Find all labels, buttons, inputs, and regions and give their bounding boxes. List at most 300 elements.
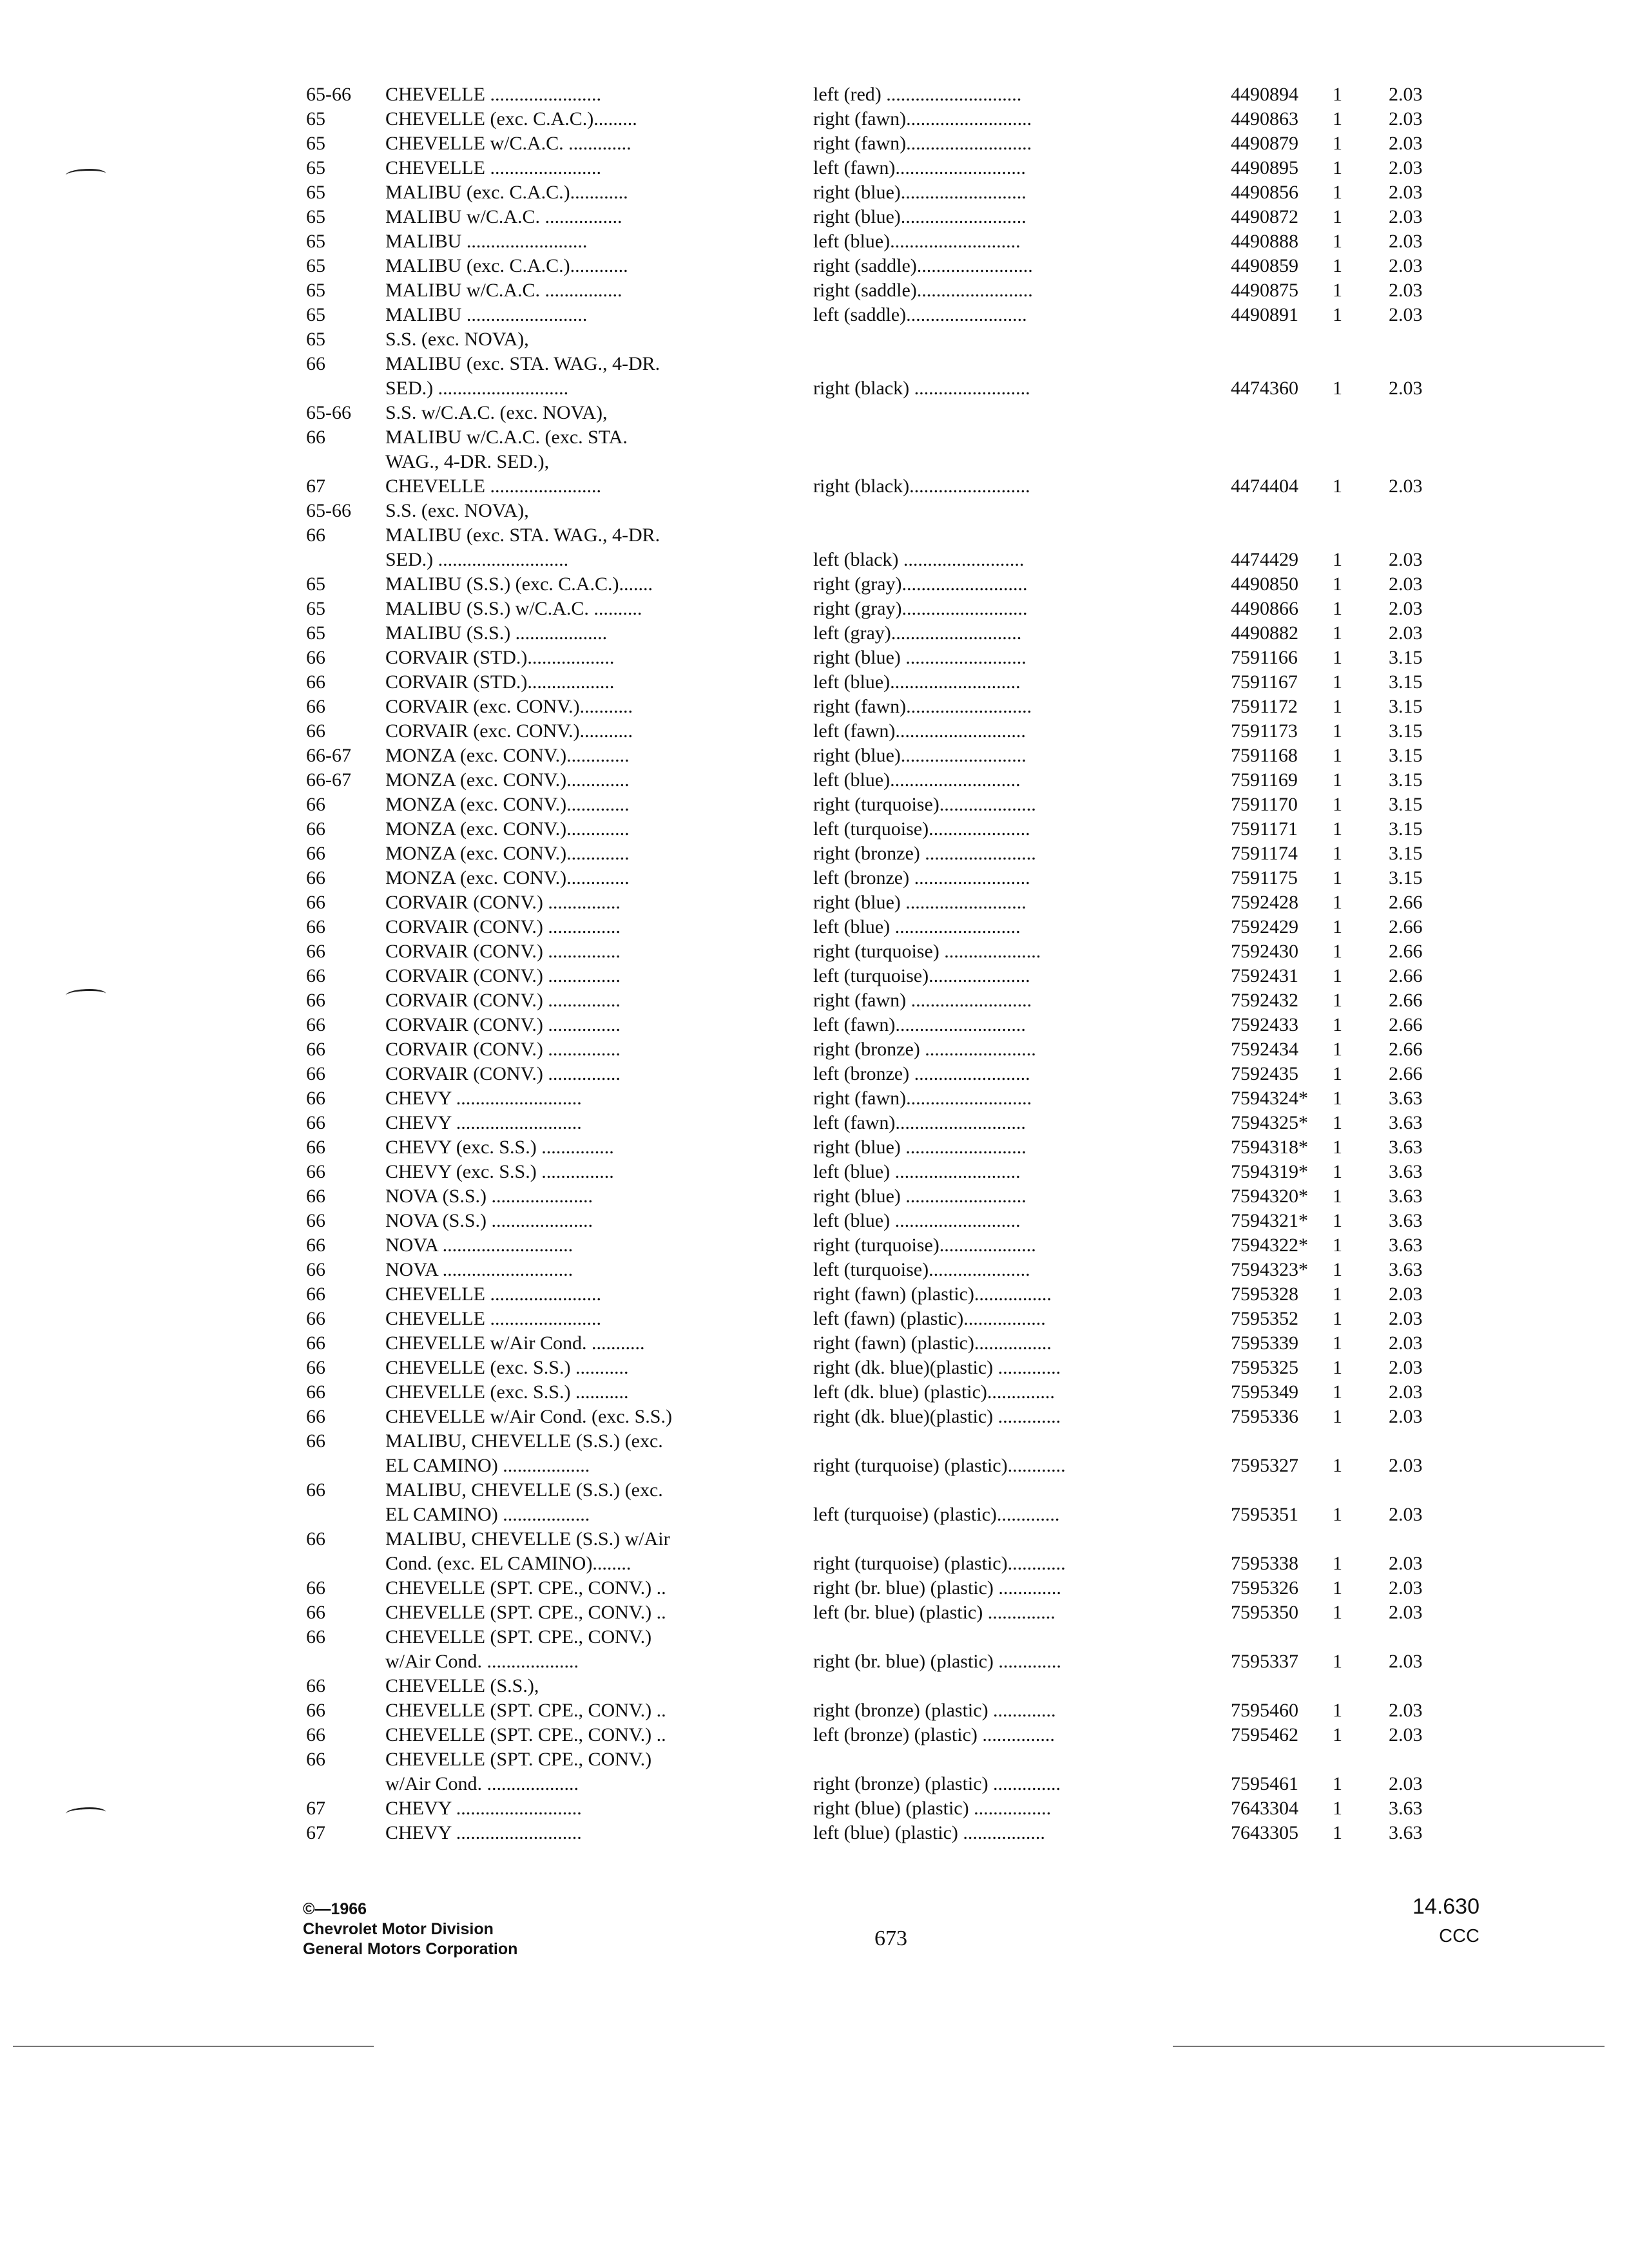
row-year: 67 [306, 1798, 325, 1819]
row-year: 65-66 [306, 84, 351, 105]
table-row [0, 303, 1629, 327]
row-price: 3.63 [1389, 1798, 1423, 1819]
row-year: 66 [306, 1112, 325, 1133]
row-quantity: 1 [1333, 1651, 1342, 1672]
row-part-number: 7643304 [1231, 1798, 1298, 1819]
row-year: 66 [306, 1039, 325, 1060]
table-row [0, 1503, 1629, 1527]
table-row [0, 572, 1629, 597]
row-year: 66 [306, 1626, 325, 1648]
row-price: 3.63 [1389, 1088, 1423, 1109]
row-description: left (red) ............................ [813, 84, 1022, 105]
row-quantity: 1 [1333, 1357, 1342, 1378]
row-model: S.S. w/C.A.C. (exc. NOVA), [385, 402, 608, 423]
row-year: 66 [306, 1088, 325, 1109]
row-price: 2.66 [1389, 1063, 1423, 1084]
row-model: Cond. (exc. EL CAMINO)........ [385, 1553, 631, 1574]
table-row [0, 1576, 1629, 1600]
row-part-number: 7595337 [1231, 1651, 1298, 1672]
row-year: 65 [306, 255, 325, 276]
row-year: 66 [306, 794, 325, 815]
table-row [0, 1527, 1629, 1552]
row-year: 65 [306, 598, 325, 619]
table-row [0, 1454, 1629, 1478]
row-year: 65 [306, 133, 325, 154]
table-row [0, 1282, 1629, 1307]
row-part-number: 4490894 [1231, 84, 1298, 105]
corporation-name: General Motors Corporation [303, 1940, 518, 1958]
row-price: 3.15 [1389, 745, 1423, 766]
row-year: 65-66 [306, 500, 351, 521]
row-price: 2.66 [1389, 965, 1423, 986]
row-quantity: 1 [1333, 965, 1342, 986]
row-quantity: 1 [1333, 1137, 1342, 1158]
row-quantity: 1 [1333, 892, 1342, 913]
row-quantity: 1 [1333, 1014, 1342, 1035]
table-row [0, 939, 1629, 964]
row-quantity: 1 [1333, 916, 1342, 937]
row-description: right (blue).......................... [813, 745, 1027, 766]
table-row [0, 1331, 1629, 1356]
row-description: left (blue)........................... [813, 671, 1021, 693]
row-price: 2.03 [1389, 549, 1423, 570]
row-model: CHEVELLE (SPT. CPE., CONV.) [385, 1749, 652, 1770]
row-quantity: 1 [1333, 598, 1342, 619]
row-price: 2.03 [1389, 1283, 1423, 1305]
row-part-number: 4490850 [1231, 573, 1298, 595]
copyright-year: ©—1966 [303, 1900, 367, 1918]
row-model: CHEVY (exc. S.S.) ............... [385, 1137, 614, 1158]
row-description: left (bronze) ........................ [813, 867, 1030, 889]
row-model: MALIBU (exc. C.A.C.)............ [385, 255, 628, 276]
row-price: 2.66 [1389, 990, 1423, 1011]
row-quantity: 1 [1333, 941, 1342, 962]
row-year: 66 [306, 1014, 325, 1035]
row-price: 2.03 [1389, 280, 1423, 301]
row-quantity: 1 [1333, 1063, 1342, 1084]
row-model: CORVAIR (CONV.) ............... [385, 941, 621, 962]
row-price: 2.03 [1389, 573, 1423, 595]
row-price: 3.63 [1389, 1822, 1423, 1843]
row-price: 2.03 [1389, 622, 1423, 644]
row-quantity: 1 [1333, 1259, 1342, 1280]
row-quantity: 1 [1333, 476, 1342, 497]
row-part-number: 7594325* [1231, 1112, 1308, 1133]
table-row [0, 1478, 1629, 1503]
row-description: right (black) ........................ [813, 378, 1030, 399]
row-part-number: 7591173 [1231, 720, 1298, 742]
row-description: right (turquoise) (plastic)............ [813, 1455, 1066, 1476]
table-row [0, 1772, 1629, 1796]
row-description: right (dk. blue)(plastic) ............. [813, 1357, 1061, 1378]
table-row [0, 254, 1629, 278]
row-price: 2.03 [1389, 108, 1423, 130]
row-description: left (fawn) (plastic)................. [813, 1308, 1046, 1329]
row-description: right (blue) ......................... [813, 1186, 1027, 1207]
row-description: left (bronze) (plastic) ............... [813, 1724, 1055, 1745]
row-description: left (blue) .......................... [813, 916, 1021, 937]
row-model: CORVAIR (exc. CONV.)........... [385, 696, 633, 717]
row-quantity: 1 [1333, 206, 1342, 227]
row-model: CHEVELLE ....................... [385, 476, 601, 497]
row-quantity: 1 [1333, 647, 1342, 668]
row-quantity: 1 [1333, 255, 1342, 276]
row-description: right (turquoise) (plastic)............ [813, 1553, 1066, 1574]
table-row [0, 1405, 1629, 1429]
row-price: 2.03 [1389, 182, 1423, 203]
row-part-number: 7592432 [1231, 990, 1298, 1011]
row-year: 66 [306, 1235, 325, 1256]
row-part-number: 7643305 [1231, 1822, 1298, 1843]
table-row [0, 401, 1629, 425]
row-description: right (gray).......................... [813, 573, 1028, 595]
table-row [0, 1135, 1629, 1160]
table-row [0, 425, 1629, 450]
row-quantity: 1 [1333, 157, 1342, 178]
row-model: CHEVELLE ....................... [385, 157, 601, 178]
row-year: 65 [306, 329, 325, 350]
row-description: left (blue) .......................... [813, 1210, 1021, 1231]
row-model: S.S. (exc. NOVA), [385, 500, 529, 521]
row-year: 66 [306, 353, 325, 374]
row-model: CHEVELLE (exc. S.S.) ........... [385, 1381, 629, 1403]
row-price: 3.63 [1389, 1210, 1423, 1231]
row-part-number: 4490866 [1231, 598, 1298, 619]
row-part-number: 4490875 [1231, 280, 1298, 301]
row-price: 2.03 [1389, 378, 1423, 399]
row-model: CORVAIR (CONV.) ............... [385, 1063, 621, 1084]
row-quantity: 1 [1333, 182, 1342, 203]
row-description: right (bronze) ....................... [813, 1039, 1036, 1060]
table-row [0, 915, 1629, 939]
row-quantity: 1 [1333, 1088, 1342, 1109]
row-description: right (gray).......................... [813, 598, 1028, 619]
row-model: CORVAIR (exc. CONV.)........... [385, 720, 633, 742]
row-price: 3.63 [1389, 1161, 1423, 1182]
table-row [0, 1111, 1629, 1135]
table-row [0, 890, 1629, 915]
row-quantity: 1 [1333, 1455, 1342, 1476]
row-year: 66-67 [306, 769, 351, 791]
row-model: MONZA (exc. CONV.)............. [385, 867, 630, 889]
table-row [0, 1086, 1629, 1111]
row-quantity: 1 [1333, 1161, 1342, 1182]
row-year: 66 [306, 818, 325, 840]
row-model: MALIBU (exc. STA. WAG., 4-DR. [385, 524, 660, 546]
row-model: CHEVELLE ....................... [385, 1308, 601, 1329]
row-price: 2.03 [1389, 133, 1423, 154]
table-row [0, 1160, 1629, 1184]
row-year: 66 [306, 427, 325, 448]
row-price: 2.03 [1389, 598, 1423, 619]
row-part-number: 7591171 [1231, 818, 1298, 840]
row-model: CHEVELLE w/C.A.C. ............. [385, 133, 631, 154]
row-year: 66 [306, 524, 325, 546]
section-code: CCC [1439, 1926, 1480, 1946]
row-quantity: 1 [1333, 990, 1342, 1011]
row-model: EL CAMINO) .................. [385, 1504, 590, 1525]
table-row [0, 82, 1629, 107]
table-row [0, 1380, 1629, 1405]
row-price: 2.03 [1389, 1651, 1423, 1672]
row-year: 66 [306, 671, 325, 693]
row-price: 2.03 [1389, 1357, 1423, 1378]
division-name: Chevrolet Motor Division [303, 1920, 494, 1938]
row-description: right (bronze) (plastic) .............. [813, 1773, 1061, 1794]
row-description: right (saddle)........................ [813, 255, 1033, 276]
row-year: 65 [306, 280, 325, 301]
row-price: 2.03 [1389, 1553, 1423, 1574]
row-model: MALIBU (exc. C.A.C.)............ [385, 182, 628, 203]
row-quantity: 1 [1333, 1700, 1342, 1721]
row-part-number: 4490859 [1231, 255, 1298, 276]
row-quantity: 1 [1333, 769, 1342, 791]
table-row [0, 1747, 1629, 1772]
row-description: right (blue) ......................... [813, 892, 1027, 913]
row-description: right (bronze) ....................... [813, 843, 1036, 864]
copyright-block [303, 1899, 517, 1959]
row-description: left (fawn)........................... [813, 1014, 1026, 1035]
row-model: CORVAIR (STD.).................. [385, 671, 615, 693]
row-description: left (dk. blue) (plastic).............. [813, 1381, 1055, 1403]
row-part-number: 4490863 [1231, 108, 1298, 130]
row-part-number: 4474429 [1231, 549, 1298, 570]
row-quantity: 1 [1333, 231, 1342, 252]
row-price: 3.63 [1389, 1259, 1423, 1280]
row-year: 66 [306, 1577, 325, 1599]
row-price: 2.03 [1389, 1602, 1423, 1623]
row-price: 2.03 [1389, 157, 1423, 178]
row-year: 66 [306, 1381, 325, 1403]
row-quantity: 1 [1333, 378, 1342, 399]
row-description: right (turquoise) .................... [813, 941, 1041, 962]
row-model: CORVAIR (CONV.) ............... [385, 990, 621, 1011]
row-price: 2.03 [1389, 1332, 1423, 1354]
row-quantity: 1 [1333, 1724, 1342, 1745]
row-year: 66 [306, 965, 325, 986]
row-part-number: 7594319* [1231, 1161, 1308, 1182]
row-model: CHEVY (exc. S.S.) ............... [385, 1161, 614, 1182]
punch-hole-mark [66, 169, 106, 180]
table-row [0, 1209, 1629, 1233]
row-quantity: 1 [1333, 108, 1342, 130]
row-price: 2.66 [1389, 1039, 1423, 1060]
table-row [0, 1356, 1629, 1380]
row-part-number: 4490888 [1231, 231, 1298, 252]
row-year: 66 [306, 1749, 325, 1770]
row-year: 66 [306, 867, 325, 889]
row-part-number: 4490872 [1231, 206, 1298, 227]
row-description: left (br. blue) (plastic) .............. [813, 1602, 1055, 1623]
row-model: CHEVELLE (exc. S.S.) ........... [385, 1357, 629, 1378]
row-year: 66 [306, 696, 325, 717]
row-year: 66 [306, 941, 325, 962]
row-description: right (turquoise).................... [813, 1235, 1036, 1256]
row-model: CORVAIR (CONV.) ............... [385, 892, 621, 913]
row-year: 66 [306, 990, 325, 1011]
row-year: 66 [306, 1479, 325, 1501]
punch-hole-mark [66, 1807, 106, 1818]
row-quantity: 1 [1333, 1822, 1342, 1843]
row-description: left (fawn)........................... [813, 157, 1026, 178]
row-model: MALIBU w/C.A.C. ................ [385, 280, 622, 301]
row-quantity: 1 [1333, 1235, 1342, 1256]
parts-list [0, 82, 1629, 1845]
row-quantity: 1 [1333, 1308, 1342, 1329]
table-row [0, 1307, 1629, 1331]
row-model: CORVAIR (CONV.) ............... [385, 1014, 621, 1035]
row-year: 65 [306, 231, 325, 252]
table-row [0, 1821, 1629, 1845]
row-price: 3.15 [1389, 867, 1423, 889]
row-quantity: 1 [1333, 720, 1342, 742]
row-quantity: 1 [1333, 1406, 1342, 1427]
row-year: 65 [306, 182, 325, 203]
table-row [0, 988, 1629, 1013]
row-description: right (blue).......................... [813, 206, 1027, 227]
row-part-number: 4490891 [1231, 304, 1298, 325]
row-description: right (saddle)........................ [813, 280, 1033, 301]
row-price: 2.66 [1389, 1014, 1423, 1035]
row-part-number: 4490895 [1231, 157, 1298, 178]
row-part-number: 7591168 [1231, 745, 1298, 766]
row-part-number: 7591170 [1231, 794, 1298, 815]
table-row [0, 156, 1629, 180]
row-price: 3.15 [1389, 769, 1423, 791]
row-model: CHEVELLE (SPT. CPE., CONV.) .. [385, 1577, 666, 1599]
row-model: MONZA (exc. CONV.)............. [385, 818, 630, 840]
row-description: right (bronze) (plastic) ............. [813, 1700, 1056, 1721]
row-year: 66 [306, 1724, 325, 1745]
row-price: 3.15 [1389, 843, 1423, 864]
table-row [0, 1013, 1629, 1037]
row-quantity: 1 [1333, 745, 1342, 766]
table-row [0, 205, 1629, 229]
row-model: MALIBU w/C.A.C. (exc. STA. [385, 427, 628, 448]
row-quantity: 1 [1333, 1602, 1342, 1623]
row-quantity: 1 [1333, 1553, 1342, 1574]
table-row [0, 1600, 1629, 1625]
section-reference [1412, 1892, 1480, 1951]
row-model: CHEVELLE ....................... [385, 84, 601, 105]
row-year: 66 [306, 1406, 325, 1427]
row-price: 2.03 [1389, 206, 1423, 227]
row-description: left (turquoise)..................... [813, 1259, 1030, 1280]
row-part-number: 4490856 [1231, 182, 1298, 203]
row-part-number: 4490882 [1231, 622, 1298, 644]
row-model: S.S. (exc. NOVA), [385, 329, 529, 350]
row-model: MONZA (exc. CONV.)............. [385, 745, 630, 766]
row-year: 65 [306, 622, 325, 644]
table-row [0, 229, 1629, 254]
row-price: 2.03 [1389, 1455, 1423, 1476]
row-quantity: 1 [1333, 1798, 1342, 1819]
table-row [0, 841, 1629, 866]
row-description: right (fawn) (plastic)................ [813, 1332, 1052, 1354]
row-quantity: 1 [1333, 622, 1342, 644]
row-part-number: 7592435 [1231, 1063, 1298, 1084]
row-description: right (turquoise).................... [813, 794, 1036, 815]
row-model: CHEVELLE (SPT. CPE., CONV.) .. [385, 1602, 666, 1623]
table-row [0, 327, 1629, 352]
row-year: 66-67 [306, 745, 351, 766]
row-model: MONZA (exc. CONV.)............. [385, 794, 630, 815]
row-part-number: 4474404 [1231, 476, 1298, 497]
row-year: 65 [306, 206, 325, 227]
row-price: 3.15 [1389, 720, 1423, 742]
row-description: right (fawn).......................... [813, 1088, 1032, 1109]
row-year: 66 [306, 1332, 325, 1354]
row-model: SED.) ........................... [385, 378, 569, 399]
table-row [0, 1037, 1629, 1062]
row-year: 66 [306, 1528, 325, 1550]
row-quantity: 1 [1333, 1504, 1342, 1525]
row-part-number: 7595327 [1231, 1455, 1298, 1476]
row-quantity: 1 [1333, 280, 1342, 301]
row-price: 2.03 [1389, 255, 1423, 276]
row-price: 2.03 [1389, 304, 1423, 325]
row-part-number: 4474360 [1231, 378, 1298, 399]
table-row [0, 621, 1629, 646]
row-year: 65 [306, 157, 325, 178]
row-quantity: 1 [1333, 843, 1342, 864]
table-row [0, 670, 1629, 695]
row-year: 66 [306, 647, 325, 668]
row-part-number: 7595336 [1231, 1406, 1298, 1427]
row-quantity: 1 [1333, 1577, 1342, 1599]
row-description: right (fawn).......................... [813, 133, 1032, 154]
row-quantity: 1 [1333, 1283, 1342, 1305]
row-price: 2.03 [1389, 1406, 1423, 1427]
row-quantity: 1 [1333, 671, 1342, 693]
row-model: MALIBU, CHEVELLE (S.S.) (exc. [385, 1479, 663, 1501]
table-row [0, 866, 1629, 890]
table-row [0, 964, 1629, 988]
row-part-number: 7591175 [1231, 867, 1298, 889]
row-year: 66 [306, 1210, 325, 1231]
row-description: left (fawn)........................... [813, 1112, 1026, 1133]
row-description: left (blue)........................... [813, 231, 1021, 252]
table-row [0, 646, 1629, 670]
row-year: 66 [306, 1063, 325, 1084]
table-row [0, 1429, 1629, 1454]
row-year: 66 [306, 720, 325, 742]
row-year: 66 [306, 1283, 325, 1305]
row-model: WAG., 4-DR. SED.), [385, 451, 550, 472]
row-year: 66 [306, 1675, 325, 1696]
row-quantity: 1 [1333, 1112, 1342, 1133]
punch-hole-mark [66, 989, 106, 1000]
row-price: 2.03 [1389, 1504, 1423, 1525]
table-row [0, 180, 1629, 205]
row-description: left (turquoise)..................... [813, 965, 1030, 986]
table-row [0, 744, 1629, 768]
table-row [0, 450, 1629, 474]
row-price: 3.63 [1389, 1137, 1423, 1158]
row-description: left (blue) (plastic) ................. [813, 1822, 1045, 1843]
row-price: 2.66 [1389, 892, 1423, 913]
row-description: left (gray)........................... [813, 622, 1022, 644]
row-quantity: 1 [1333, 794, 1342, 815]
row-description: right (blue) ......................... [813, 647, 1027, 668]
row-part-number: 7595339 [1231, 1332, 1298, 1354]
row-part-number: 7591167 [1231, 671, 1298, 693]
row-quantity: 1 [1333, 1381, 1342, 1403]
table-row [0, 352, 1629, 376]
row-year: 66 [306, 1308, 325, 1329]
table-row [0, 1796, 1629, 1821]
row-year: 65 [306, 108, 325, 130]
